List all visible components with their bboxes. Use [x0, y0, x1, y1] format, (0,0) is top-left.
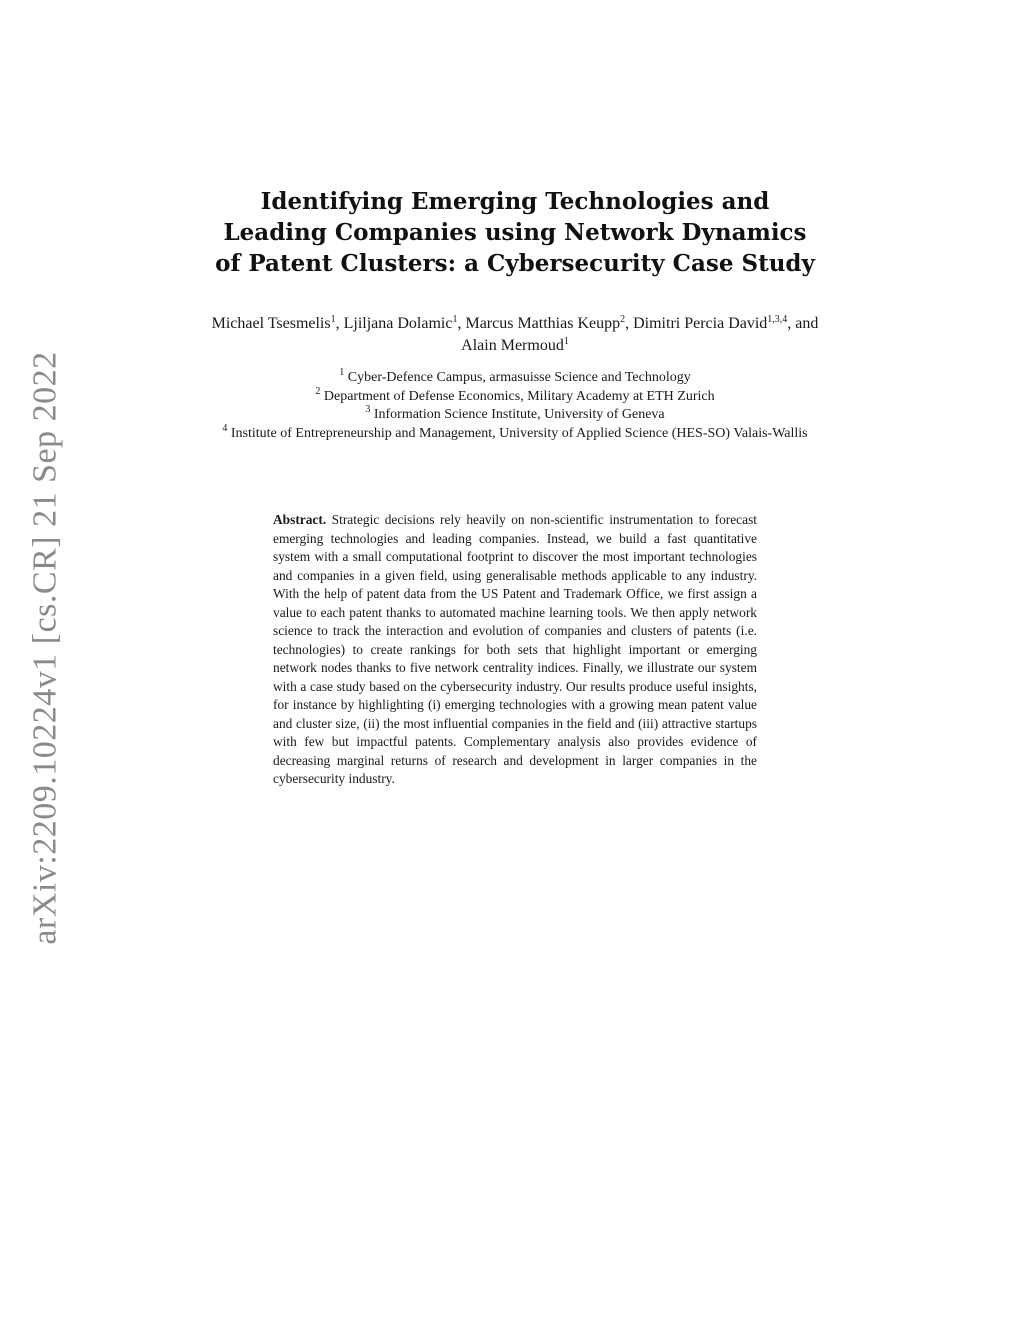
author-separator: ,: [457, 315, 466, 332]
affiliation-text: Institute of Entrepreneurship and Management, University of Applied Science (HES-SO) Valais-Wallis: [230, 425, 808, 441]
affiliation-item: [210, 385, 820, 407]
affiliation-number: 4: [222, 422, 228, 434]
affiliation-item: [210, 422, 820, 444]
affiliation-number: 1: [339, 367, 345, 378]
author-separator: ,: [625, 315, 634, 332]
affiliation-item: [210, 369, 820, 388]
author-affiliation-mark: 1,3,4: [767, 314, 788, 325]
paper-title: Identifying Emerging Technologies and Leading Companies using Network Dynamics of Patent Clusters: a Cybersecurity Case Study: [215, 188, 815, 277]
author-name: Marcus Matthias Keupp: [465, 315, 621, 332]
abstract: [273, 511, 757, 789]
author-separator: , and: [787, 315, 819, 332]
arxiv-identifier-stamp: [24, 350, 68, 945]
author-separator: ,: [335, 315, 344, 332]
author-name: Ljiljana Dolamic: [343, 315, 453, 332]
author-list: [210, 313, 820, 357]
affiliation-item: [210, 406, 820, 425]
affiliation-text: Cyber-Defence Campus, armasuisse Science and Technology: [347, 370, 691, 385]
affiliation-text: Department of Defense Economics, Military Academy at ETH Zurich: [323, 388, 715, 404]
author-name: Dimitri Percia David: [633, 315, 768, 332]
arxiv-identifier-text: arXiv:2209.10224v1 [cs.CR] 21 Sep 2022: [27, 350, 64, 945]
author-name: Michael Tsesmelis: [211, 315, 331, 332]
author-affiliation-mark: 1: [330, 314, 336, 325]
affiliation-list: [210, 369, 820, 443]
author-affiliation-mark: 2: [620, 314, 626, 325]
affiliation-text: Information Science Institute, University of Geneva: [373, 407, 665, 422]
author-affiliation-mark: 1: [563, 336, 569, 347]
affiliation-number: 2: [315, 385, 321, 397]
author-affiliation-mark: 1: [452, 314, 458, 325]
abstract-text: Strategic decisions rely heavily on non-scientific instrumentation to forecast emerging technologies and leading companies. Instead, we build a fast quantitative system with a small computational footprint to discover the most important technologies and companies in a given field, using generalisable methods applicable to any industry. With the help of patent data from the US Patent and Trademark Office, we first assign a value to each patent thanks to automated machine learning tools. We then apply network science to track the interaction and evolution of companies and clusters of patents (i.e. technologies) to create rankings for both sets that highlight important or emerging network nodes thanks to five network centrality indices. Finally, we illustrate our system with a case study based on the cybersecurity industry. Our results produce useful insights, for instance by highlighting (i) emerging technologies with a growing mean patent value and cluster size, (ii) the most influential companies in the field and (iii) attractive startups with few but impactful patents. Complementary analysis also provides evidence of decreasing marginal returns of research and development in larger companies in the cybersecurity industry.: [273, 512, 757, 786]
author-name: Alain Mermoud: [461, 337, 564, 354]
abstract-label: Abstract.: [273, 512, 327, 527]
affiliation-number: 3: [365, 404, 371, 415]
